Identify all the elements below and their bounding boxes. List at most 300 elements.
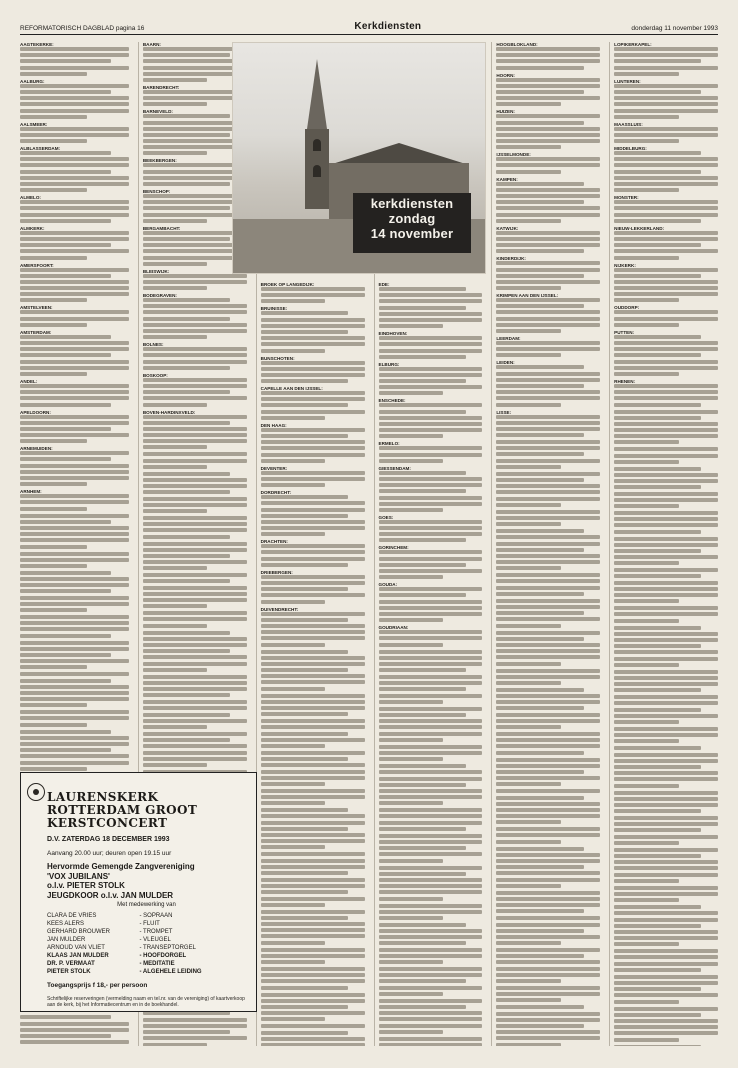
listing-entry: [143, 542, 247, 571]
listing-text-line: [261, 581, 365, 585]
listing-text-line: [614, 109, 718, 113]
listing-entry: [261, 282, 365, 303]
listing-text-line: [379, 935, 483, 939]
listing-text-line: [496, 145, 560, 149]
listing-text-line: [143, 347, 247, 351]
listing-text-line: [143, 298, 230, 302]
listing-text-line: [614, 467, 701, 471]
listing-text-line: [143, 560, 247, 564]
listing-text-line: [20, 243, 111, 247]
listing-entry: [143, 472, 247, 513]
listing-entry: [379, 466, 483, 512]
ad-choir-2: 'VOX JUBILANS': [47, 871, 110, 881]
listing-text-line: [143, 53, 230, 57]
listing-text-line: [496, 820, 560, 824]
listing-text-line: [20, 127, 129, 131]
listing-text-line: [379, 770, 483, 774]
listing-text-line: [143, 687, 247, 691]
listing-text-line: [261, 416, 325, 420]
listing-text-line: [379, 600, 483, 604]
listing-text-line: [614, 638, 718, 642]
listing-text-line: [496, 878, 600, 882]
listing-entry-place: GIESSENDAM:: [378, 465, 411, 471]
listing-text-line: [379, 643, 443, 647]
listing-text-line: [496, 365, 583, 369]
listing-text-line: [614, 543, 718, 547]
listing-text-line: [20, 627, 129, 631]
listing-text-line: [379, 751, 483, 755]
listing-text-line: [20, 552, 129, 556]
listing-text-line: [379, 520, 483, 524]
listing-text-line: [614, 200, 718, 204]
listing-entry: [614, 79, 718, 119]
listing-entry: [614, 467, 718, 508]
listing-entry: [143, 573, 247, 608]
listing-text-line: [143, 643, 247, 647]
listing-text-line: [379, 306, 466, 310]
listing-text-line: [20, 500, 129, 504]
listing-text-line: [614, 797, 718, 801]
listing-text-line: [20, 767, 87, 771]
listing-text-line: [261, 508, 365, 512]
listing-entry: [614, 537, 718, 566]
promo-title: kerkdiensten: [370, 196, 454, 211]
listing-entry: [496, 510, 600, 526]
listing-entry: [496, 152, 600, 173]
listing-text-line: [496, 59, 600, 63]
listing-text-line: [496, 732, 600, 736]
listing-text-line: [496, 669, 600, 673]
listing-text-line: [379, 526, 483, 530]
listing-entry: [143, 410, 247, 450]
listing-text-line: [20, 710, 129, 714]
listing-text-line: [20, 231, 129, 235]
church-spire: [307, 59, 327, 129]
listing-text-line: [143, 280, 247, 284]
listing-text-line: [143, 586, 247, 590]
listing-text-line: [379, 967, 483, 971]
listing-entry: [614, 695, 718, 724]
listing-text-line: [614, 886, 718, 890]
listing-text-line: [379, 801, 443, 805]
listing-text-line: [496, 427, 600, 431]
listing-text-line: [614, 759, 718, 763]
listing-text-line: [496, 599, 600, 603]
listing-text-line: [20, 347, 129, 351]
listing-text-line: [20, 476, 129, 480]
listing-text-line: [261, 318, 365, 322]
listing-entry: [614, 146, 718, 192]
church-roof: [329, 143, 469, 165]
listing-entry: [143, 611, 247, 627]
listing-text-line: [379, 606, 483, 610]
listing-text-line: [379, 675, 483, 679]
listing-entry: [614, 195, 718, 223]
listing-text-line: [614, 733, 718, 737]
listing-text-line: [496, 249, 583, 253]
listing-entry: [614, 305, 718, 326]
listing-text-line: [496, 929, 583, 933]
listing-text-line: [496, 440, 600, 444]
performer-table: [47, 912, 227, 976]
listing-text-line: [496, 891, 600, 895]
listing-entry: [20, 122, 129, 143]
listing-text-line: [614, 335, 701, 339]
listing-text-line: [20, 206, 129, 210]
listing-text-line: [614, 949, 718, 953]
listing-entry: [379, 441, 483, 462]
listing-entry: [143, 631, 247, 672]
listing-text-line: [379, 318, 483, 322]
listing-text-line: [379, 834, 483, 838]
listing-text-line: [496, 554, 600, 558]
listing-text-line: [261, 814, 365, 818]
listing-text-line: [614, 1038, 678, 1042]
listing-text-line: [20, 237, 129, 241]
ad-date: D.V. ZATERDAG 18 DECEMBER 1993: [47, 836, 170, 843]
listing-text-line: [614, 714, 718, 718]
listing-text-line: [20, 213, 129, 217]
listing-text-line: [143, 484, 247, 488]
listing-text-line: [261, 471, 365, 475]
listing-entry: [379, 967, 483, 996]
listing-text-line: [614, 892, 718, 896]
listing-entry: [496, 226, 600, 254]
listing-entry: [20, 730, 129, 771]
performer-name: JAN MULDER: [47, 936, 86, 943]
listing-entry: [614, 330, 718, 376]
promo-date: 14 november: [370, 226, 454, 241]
listing-entry: [379, 745, 483, 761]
listing-text-line: [379, 367, 483, 371]
listing-text-line: [614, 816, 718, 820]
listing-text-line: [496, 655, 600, 659]
listing-text-line: [614, 353, 701, 357]
listing-text-line: [614, 460, 678, 464]
listing-entry-place: BRUINISSE:: [260, 306, 288, 312]
listing-text-line: [614, 777, 718, 781]
listing-text-line: [261, 687, 325, 691]
listing-entry: [20, 514, 129, 549]
listing-text-line: [20, 583, 129, 587]
listing-text-line: [143, 732, 247, 736]
listing-text-line: [614, 310, 718, 314]
listing-text-line: [20, 451, 129, 455]
listing-text-line: [496, 681, 560, 685]
listing-entry: [614, 410, 718, 445]
listing-text-line: [261, 477, 365, 481]
listing-entry: [614, 670, 718, 693]
listing-text-line: [614, 537, 718, 541]
listing-text-line: [143, 133, 230, 137]
listing-entry-place: PUTTEN:: [614, 329, 635, 335]
listing-text-line: [379, 446, 483, 450]
listing-text-line: [379, 795, 483, 799]
listing-entry: [379, 582, 483, 622]
listing-entry: [20, 710, 129, 726]
listing-text-line: [496, 1036, 600, 1040]
performer-role: - HOOFDORGEL: [139, 952, 187, 959]
listing-entry-place: GOES:: [378, 514, 394, 520]
performer-name: ARNOUD VAN VLIET: [47, 944, 105, 951]
listing-text-line: [614, 473, 718, 477]
listing-text-line: [496, 163, 600, 167]
listing-text-line: [379, 999, 483, 1003]
listing-text-line: [496, 231, 600, 235]
listing-text-line: [379, 738, 443, 742]
listing-entry-place: MONSTER:: [614, 195, 639, 201]
listing-text-line: [261, 501, 365, 505]
listing-text-line: [379, 496, 483, 500]
listing-text-line: [379, 563, 466, 567]
listing-entry-place: ARNEMUIDEN:: [20, 446, 53, 452]
listing-text-line: [20, 634, 111, 638]
listing-text-line: [143, 548, 247, 552]
listing-text-line: [496, 909, 583, 913]
listing-text-line: [614, 873, 718, 877]
listing-text-line: [614, 176, 718, 180]
listing-entry: [614, 568, 718, 603]
listing-entry: [496, 789, 600, 824]
listing-text-line: [379, 783, 466, 787]
listing-text-line: [614, 440, 678, 444]
listing-text-line: [614, 188, 678, 192]
listing-text-line: [379, 872, 466, 876]
listing-text-line: [261, 960, 325, 964]
listing-entry: [614, 975, 718, 1004]
listing-entry: [496, 631, 600, 666]
listing-entry: [379, 1037, 483, 1046]
listing-entry-place: GORINCHEM:: [378, 545, 409, 551]
listing-text-line: [20, 621, 129, 625]
listing-entry: [20, 552, 129, 568]
listing-entry: [379, 362, 483, 396]
listing-text-line: [614, 663, 678, 667]
listing-text-line: [379, 687, 466, 691]
listing-text-line: [379, 986, 483, 990]
listing-text-line: [614, 428, 718, 432]
listing-text-line: [496, 280, 600, 284]
listing-text-line: [20, 1040, 129, 1044]
listing-text-line: [496, 941, 560, 945]
listing-entry: [496, 732, 600, 755]
listing-text-line: [143, 611, 247, 615]
listing-text-line: [614, 993, 718, 997]
listing-text-line: [379, 459, 443, 463]
listing-text-line: [20, 742, 129, 746]
listing-text-line: [496, 903, 600, 907]
listing-entry: [496, 360, 600, 406]
ad-choir-4: JEUGDKOOR o.l.v. JAN MULDER: [47, 890, 174, 900]
listing-text-line: [379, 428, 483, 432]
listing-text-line: [20, 427, 111, 431]
listing-text-line: [20, 615, 129, 619]
listing-entry: [261, 878, 365, 907]
listing-text-line: [261, 865, 365, 869]
listing-text-line: [261, 299, 325, 303]
section-title: Kerkdiensten: [354, 21, 422, 32]
listing-text-line: [379, 668, 466, 672]
listing-text-line: [614, 866, 718, 870]
listing-text-line: [496, 535, 600, 539]
listing-text-line: [261, 459, 325, 463]
listing-entry: [20, 263, 129, 303]
listing-text-line: [20, 494, 129, 498]
listing-entry-place: ALMELO:: [20, 195, 41, 201]
listing-text-line: [496, 998, 560, 1002]
listing-text-line: [614, 701, 718, 705]
listing-text-line: [261, 410, 365, 414]
listing-text-line: [379, 538, 466, 542]
listing-text-line: [614, 341, 718, 345]
listing-text-line: [143, 681, 247, 685]
listing-text-line: [261, 403, 348, 407]
listing-text-line: [20, 691, 129, 695]
listing-text-line: [496, 182, 583, 186]
listing-text-line: [20, 151, 111, 155]
listing-text-line: [614, 243, 701, 247]
listing-text-line: [379, 941, 466, 945]
listing-entry: [379, 331, 483, 359]
performer-row: [47, 944, 227, 952]
listing-entry: [496, 688, 600, 729]
listing-text-line: [614, 682, 718, 686]
listing-text-line: [614, 90, 701, 94]
listing-entry: [614, 886, 718, 902]
listing-entry: [379, 625, 483, 646]
listing-entry: [20, 615, 129, 638]
listing-text-line: [143, 378, 247, 382]
listing-text-line: [614, 115, 678, 119]
listing-text-line: [261, 287, 365, 291]
listing-entry: [614, 791, 718, 814]
listing-text-line: [614, 809, 701, 813]
listing-text-line: [379, 569, 483, 573]
listing-text-line: [143, 114, 230, 118]
listing-text-line: [496, 992, 600, 996]
listing-text-line: [379, 410, 466, 414]
listing-entry: [496, 599, 600, 628]
listing-entry: [614, 848, 718, 883]
listing-text-line: [20, 514, 129, 518]
listing-text-line: [143, 503, 247, 507]
publication-name: REFORMATORISCH DAGBLAD pagina 16: [20, 25, 145, 32]
listing-text-line: [20, 298, 87, 302]
listing-text-line: [261, 916, 348, 920]
listing-text-line: [379, 992, 443, 996]
listing-text-line: [614, 66, 718, 70]
listing-text-line: [379, 612, 483, 616]
listing-entry-place: APELDOORN:: [20, 409, 51, 415]
listing-text-line: [614, 298, 678, 302]
listing-text-line: [496, 114, 600, 118]
listing-text-line: [496, 688, 583, 692]
listing-text-line: [143, 1018, 247, 1022]
listing-text-line: [496, 758, 600, 762]
ad-time: Aanvang 20.00 uur; deuren open 19.15 uur: [47, 850, 172, 857]
listing-text-line: [261, 744, 325, 748]
listing-entry-place: KAMPEN:: [496, 176, 518, 182]
listing-text-line: [143, 522, 247, 526]
listing-entry: [496, 573, 600, 596]
listing-text-line: [496, 396, 600, 400]
listing-entry-place: DEVENTER:: [260, 465, 288, 471]
listing-text-line: [143, 182, 230, 186]
listing-text-line: [143, 1030, 230, 1034]
listing-entry: [143, 293, 247, 339]
listing-text-line: [143, 78, 207, 82]
performer-role: - MEDITATIE: [139, 960, 175, 967]
listing-text-line: [261, 434, 348, 438]
listing-text-line: [614, 133, 718, 137]
listing-entry-place: DUIVENDRECHT:: [260, 606, 299, 612]
listing-text-line: [261, 738, 365, 742]
listing-text-line: [20, 589, 111, 593]
listing-entry-place: HUIZEN:: [496, 109, 515, 115]
listing-text-line: [379, 293, 483, 297]
promo-title-box: [353, 193, 471, 253]
listing-text-line: [496, 274, 583, 278]
listing-text-line: [379, 355, 466, 359]
listing-text-line: [261, 827, 348, 831]
listing-entry: [20, 1022, 129, 1046]
listing-text-line: [143, 390, 230, 394]
listing-text-line: [261, 763, 365, 767]
listing-text-line: [261, 311, 348, 315]
listing-text-line: [614, 347, 718, 351]
listing-entry: [261, 1024, 365, 1046]
listing-text-line: [614, 835, 718, 839]
listing-text-line: [261, 520, 365, 524]
listing-text-line: [614, 163, 718, 167]
ad-choir-1: Hervormde Gemengde Zangvereniging: [47, 862, 195, 871]
listing-text-line: [261, 391, 365, 395]
listing-entry: [261, 356, 365, 384]
listing-text-line: [261, 532, 325, 536]
listing-text-line: [614, 96, 718, 100]
listing-text-line: [496, 859, 600, 863]
listing-text-line: [20, 464, 129, 468]
listing-text-line: [261, 884, 365, 888]
listing-text-line: [261, 1024, 365, 1028]
listing-text-line: [496, 237, 600, 241]
listing-text-line: [379, 859, 443, 863]
listing-text-line: [496, 84, 600, 88]
listing-text-line: [496, 1012, 600, 1016]
listing-entry-place: OUDDORP:: [614, 305, 640, 311]
listing-text-line: [496, 96, 600, 100]
listing-text-line: [20, 53, 129, 57]
listing-text-line: [379, 489, 466, 493]
listing-entry: [261, 423, 365, 463]
listing-text-line: [614, 581, 718, 585]
listing-text-line: [614, 612, 718, 616]
listing-text-line: [261, 336, 365, 340]
listing-entry: [496, 410, 600, 438]
listing-entry-place: GOUDA:: [378, 582, 398, 588]
listing-text-line: [379, 960, 443, 964]
listing-text-line: [261, 890, 348, 894]
listing-text-line: [20, 659, 129, 663]
listing-text-line: [379, 694, 483, 698]
listing-text-line: [143, 445, 207, 449]
listing-text-line: [261, 878, 365, 882]
listing-entry-place: LEIDEN:: [496, 360, 515, 366]
listing-text-line: [496, 579, 600, 583]
listing-text-line: [143, 592, 247, 596]
listing-text-line: [379, 324, 443, 328]
listing-text-line: [614, 422, 718, 426]
